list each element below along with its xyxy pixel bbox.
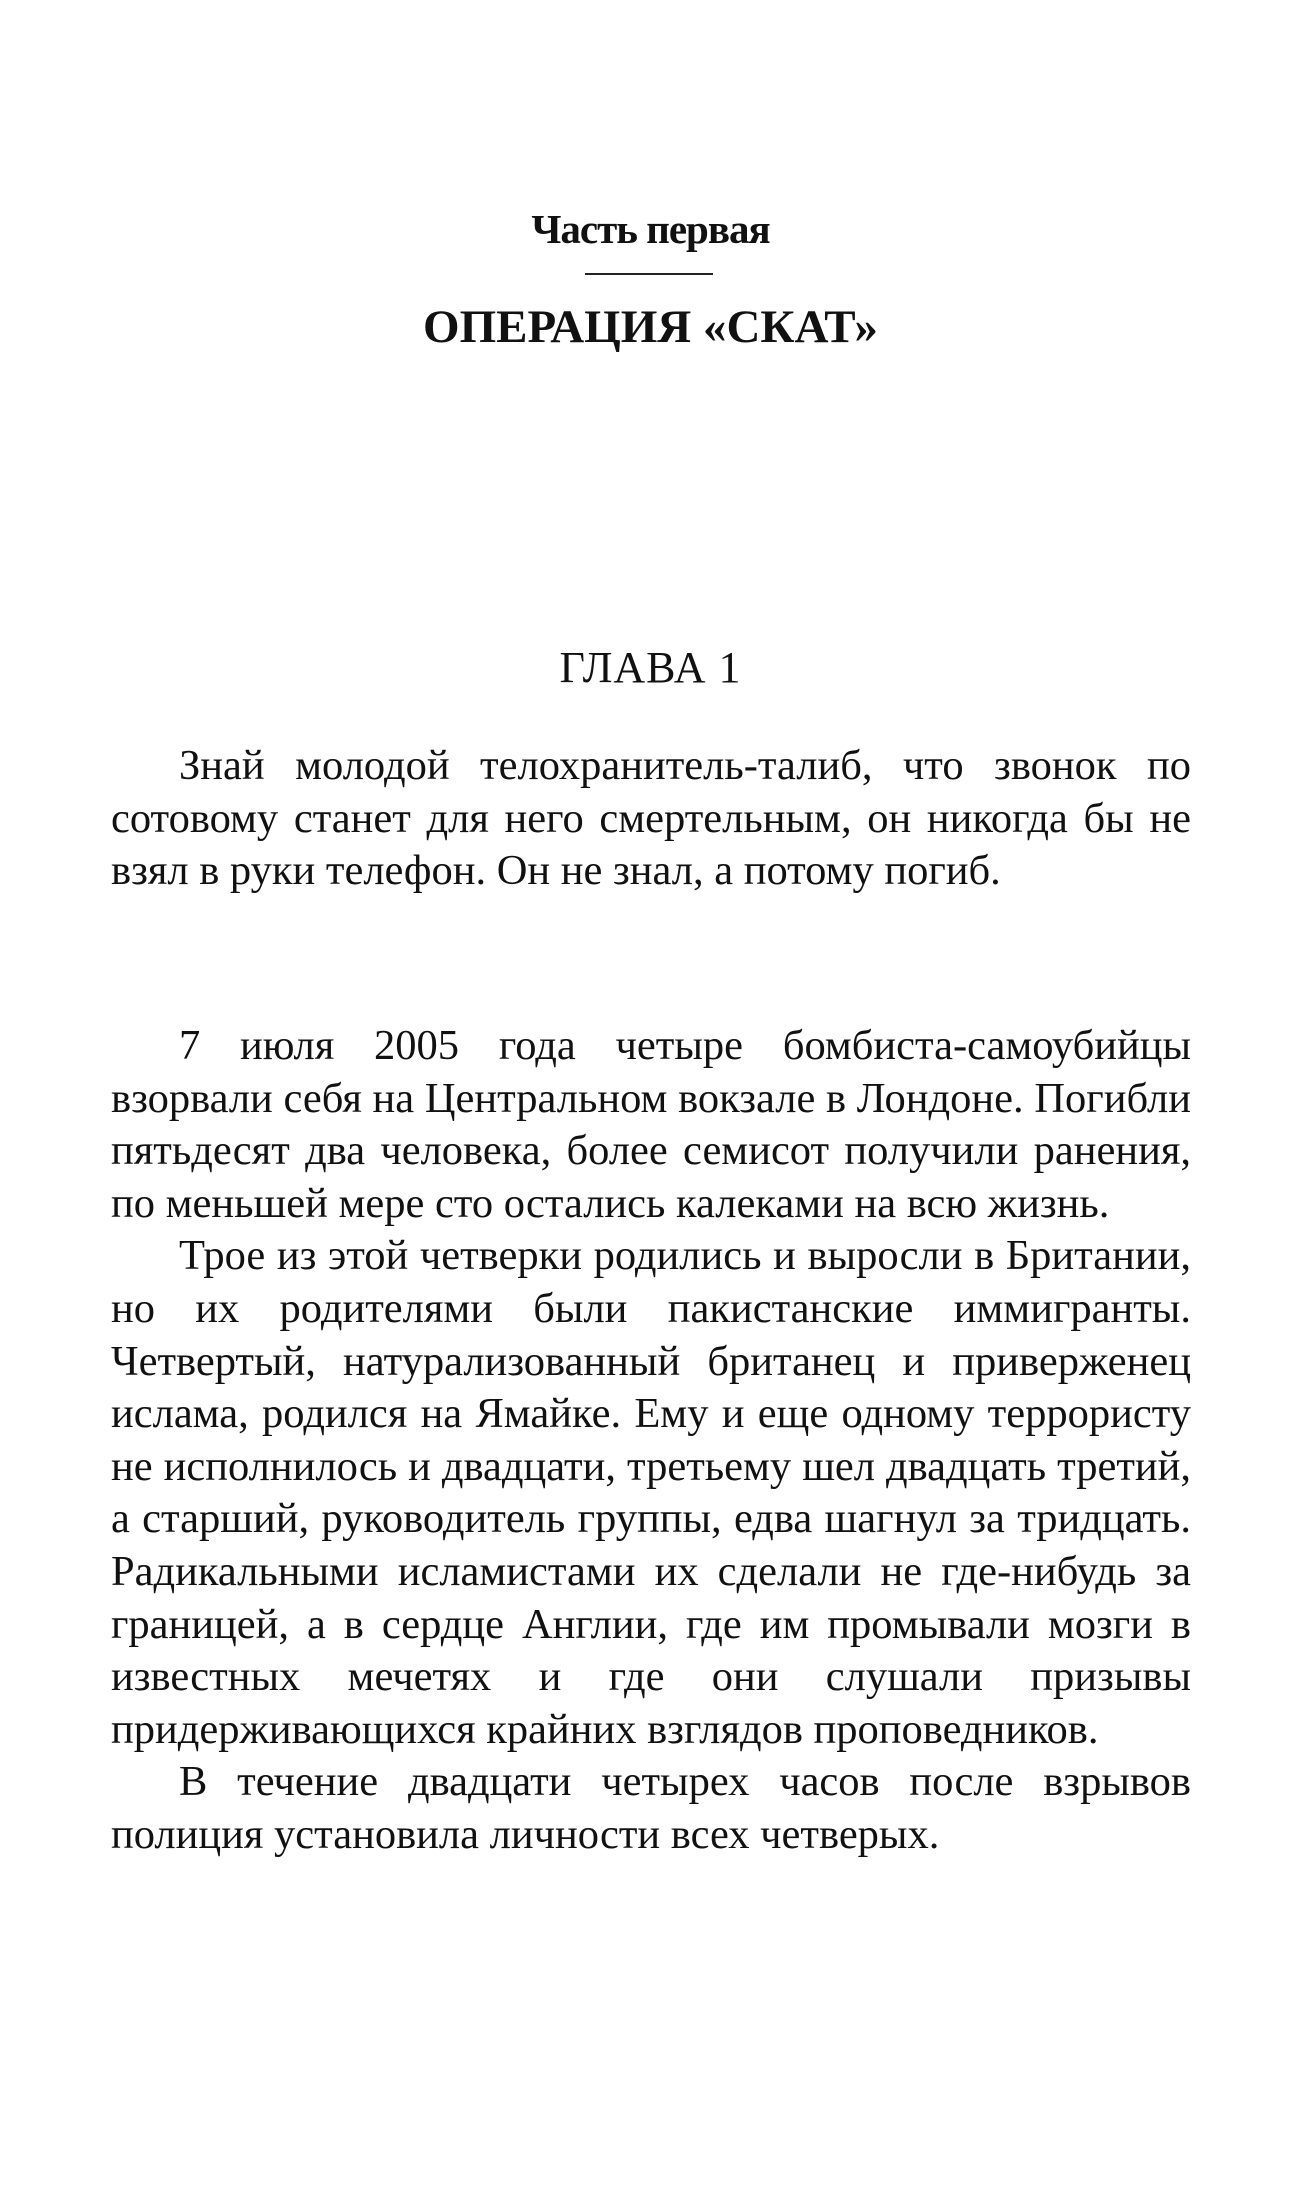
part-title: Часть первая [531, 206, 770, 252]
body-paragraph-1: 7 июля 2005 года четыре бомбиста-самоубийцы взорвали себя на Центральном вокзале в Лондоне. Погибли пятьдесят два человека, более семисот получили ранения, по меньшей мере сто остались калеками на всю жизнь. [111, 1022, 1191, 1227]
body-paragraph-3: В течение двадцати четырех часов после взрывов полиция установила личности всех четверых. [111, 1758, 1191, 1858]
operation-title: ОПЕРАЦИЯ «СКАТ» [423, 301, 878, 353]
title-divider [585, 273, 713, 275]
intro-section [111, 740, 1191, 898]
intro-paragraph: Знай молодой телохранитель-талиб, что звонок по сотовому станет для него смертельным, он никогда бы не взял в руки телефон. Он не знал, а потому погиб. [111, 742, 1191, 895]
body-section [111, 1020, 1191, 1862]
body-paragraph-2: Трое из этой четверки родились и выросли в Британии, но их родителями были пакистанские иммигранты. Четвертый, натурализованный британец и приверженец ислама, родился на Ямайке. Ему и еще одному террористу не исполнилось и двадцати, третьему шел двадцать третий, а старший, руководитель группы, едва шагнул за тридцать. Радикальными исламистами их сделали не где-нибудь за границей, а в сердце Англии, где им промывали мозги в известных мечетях и где они слушали призывы придерживающихся крайних взглядов проповедников. [111, 1232, 1191, 1753]
chapter-title: ГЛАВА 1 [559, 643, 742, 692]
